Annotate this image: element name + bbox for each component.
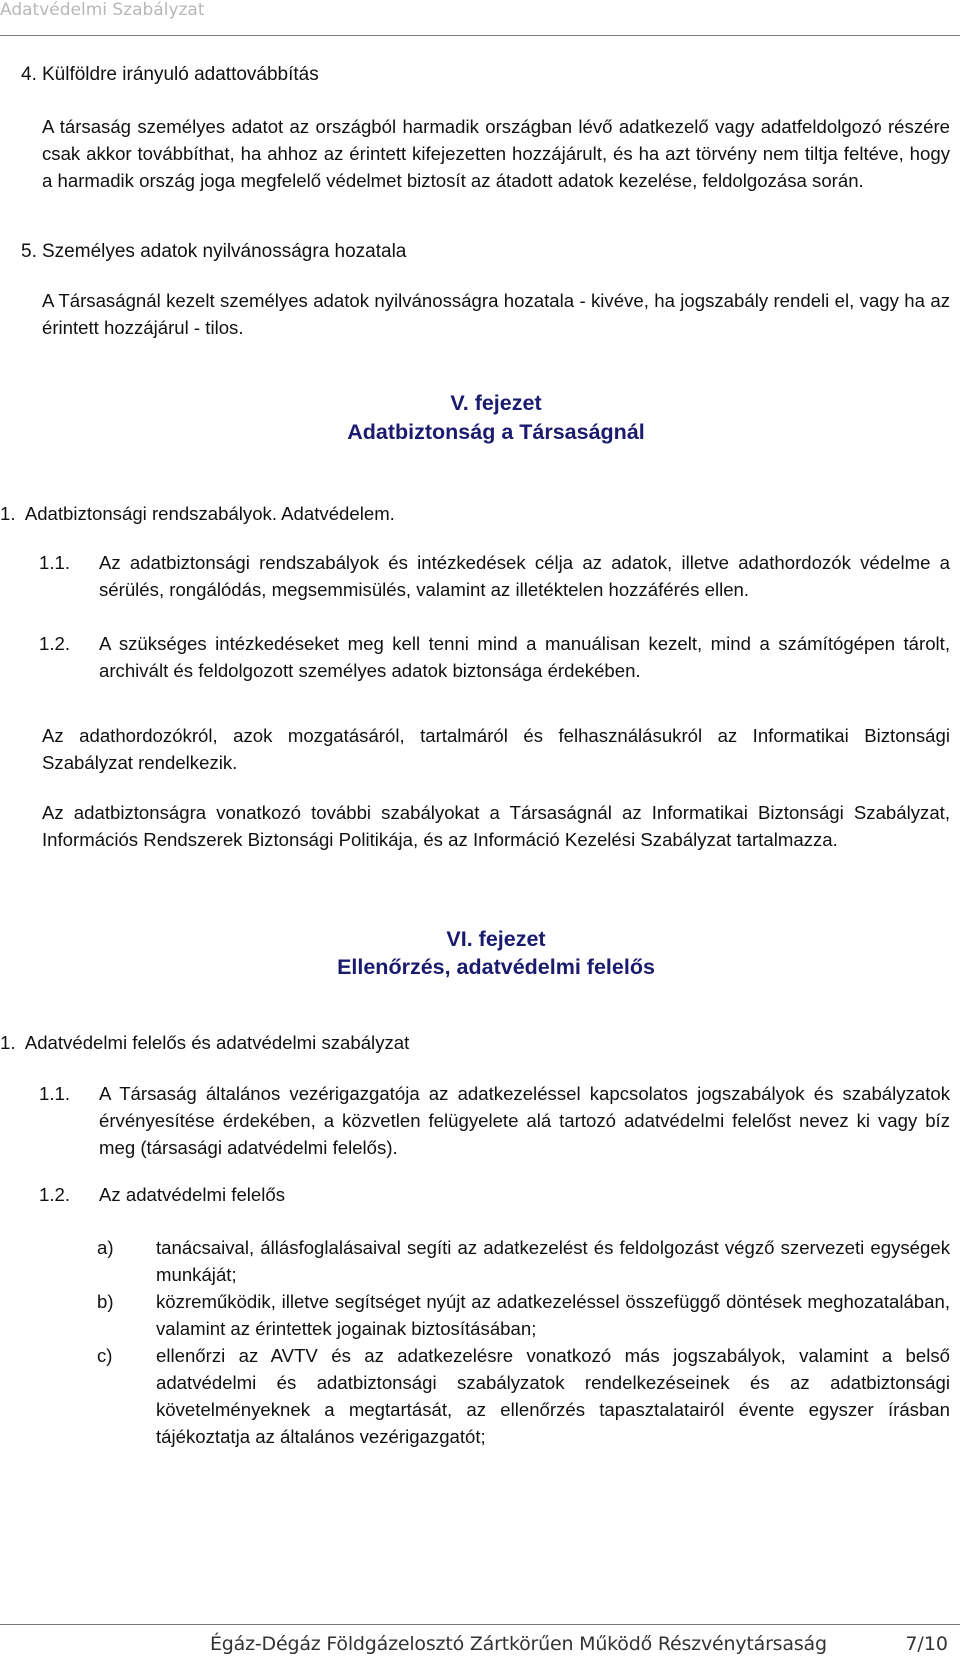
ch5-item-1-1-text: Az adatbiztonsági rendszabályok és intézkedések célja az adatok, illetve adathordozók védelme a sérülés, rongálódás, megsemmisülés, valamint az illetéktelen hozzáférés ellen. (99, 552, 950, 600)
header-title: Adatvédelmi Szabályzat (0, 0, 205, 20)
chapter-5-number: V. fejezet (450, 391, 542, 415)
ch6-sub-item-b-text: közreműködik, illetve segítséget nyújt az adatkezeléssel összefüggő döntések meghozatalában, valamint az érintettek jogainak biztosításában; (156, 1291, 950, 1339)
section-4-title: Külföldre irányuló adattovábbítás (42, 64, 319, 85)
section-4-heading (21, 62, 319, 88)
ch6-sub-item-a-text: tanácsaival, állásfoglalásaival segíti az adatkezelést és feldolgozást végző szervezeti egységek munkáját; (156, 1237, 950, 1285)
ch5-item-1-2-label: 1.2. (39, 633, 71, 654)
ch6-item-1-1-text: A Társaság általános vezérigazgatója az adatkezeléssel kapcsolatos jogszabályok és szabályzatok érvényesítése érdekében, a közvetlen felügyelete alá tartozó adatvédelmi felelőst nevez ki vagy bíz meg (társasági adatvédelmi felelős). (99, 1083, 950, 1158)
ch5-paragraph-1: Az adathordozókról, azok mozgatásáról, tartalmáról és felhasználásukról az Informatikai Biztonsági Szabályzat rendelkezik. (42, 725, 950, 773)
ch6-sub-item-b-label: b) (97, 1291, 114, 1312)
ch6-sub-item-c-label: c) (97, 1345, 113, 1366)
ch6-item-1-1-label: 1.1. (39, 1083, 71, 1104)
section-5-heading (21, 239, 407, 265)
section-5-number: 5. (21, 241, 37, 262)
ch6-section-1-heading: 1. Adatvédelmi felelős és adatvédelmi szabályzat (0, 1032, 410, 1053)
section-4-body: A társaság személyes adatot az országból harmadik országban lévő adatkezelő vagy adatfeldolgozó részére csak akkor továbbíthat, ha ahhoz az érintett kifejezetten hozzájárult, és ha azt törvény nem tiltja feltéve, hogy a harmadik ország joga megfelelő védelmet biztosít az átadott adatok kezelése, feldolgozása során. (42, 116, 950, 191)
footer-company-name: Égáz-Dégáz Földgázelosztó Zártkörűen Működő Részvénytársaság (210, 1633, 827, 1655)
section-5-body: A Társaságnál kezelt személyes adatok nyilvánosságra hozatala - kivéve, ha jogszabály rendeli el, vagy ha az érintett hozzájárul - tilos. (42, 290, 950, 338)
ch6-sub-item-c-text: ellenőrzi az AVTV és az adatkezelésre vonatkozó más jogszabályok, valamint a belső adatvédelmi és adatbiztonsági szabályzatok rendelkezéseinek és az adatbiztonsági követelményeknek a megtartását, az ellenőrzés tapasztalatairól évente egyszer írásban tájékoztatja az általános vezérigazgatót; (156, 1345, 950, 1447)
page-header (0, 0, 960, 36)
ch6-item-1-2-text: Az adatvédelmi felelős (99, 1184, 286, 1205)
chapter-5-title: Adatbiztonság a Társaságnál (347, 420, 645, 444)
ch5-paragraph-2: Az adatbiztonságra vonatkozó további szabályokat a Társaságnál az Informatikai Biztonsági Szabályzat, Információs Rendszerek Biztonsági Politikája, és az Információ Kezelési Szabályzat tartalmazza. (42, 802, 950, 850)
chapter-6-number: VI. fejezet (446, 927, 546, 951)
ch5-section-1-heading: 1. Adatbiztonsági rendszabályok. Adatvédelem. (0, 503, 395, 524)
footer-page-number: 7/10 (905, 1633, 948, 1655)
ch5-item-1-1-label: 1.1. (39, 552, 71, 573)
ch6-item-1-2-label: 1.2. (39, 1184, 71, 1205)
page-footer (0, 1624, 960, 1658)
section-4-number: 4. (21, 64, 37, 85)
ch6-sub-item-a-label: a) (97, 1237, 114, 1258)
ch5-item-1-2-text: A szükséges intézkedéseket meg kell tenni mind a manuálisan kezelt, mind a számítógépen tárolt, archivált és feldolgozott személyes adatok biztonsága érdekében. (99, 633, 950, 681)
chapter-6-title: Ellenőrzés, adatvédelmi felelős (337, 955, 655, 979)
section-5-title: Személyes adatok nyilvánosságra hozatala (42, 241, 407, 262)
